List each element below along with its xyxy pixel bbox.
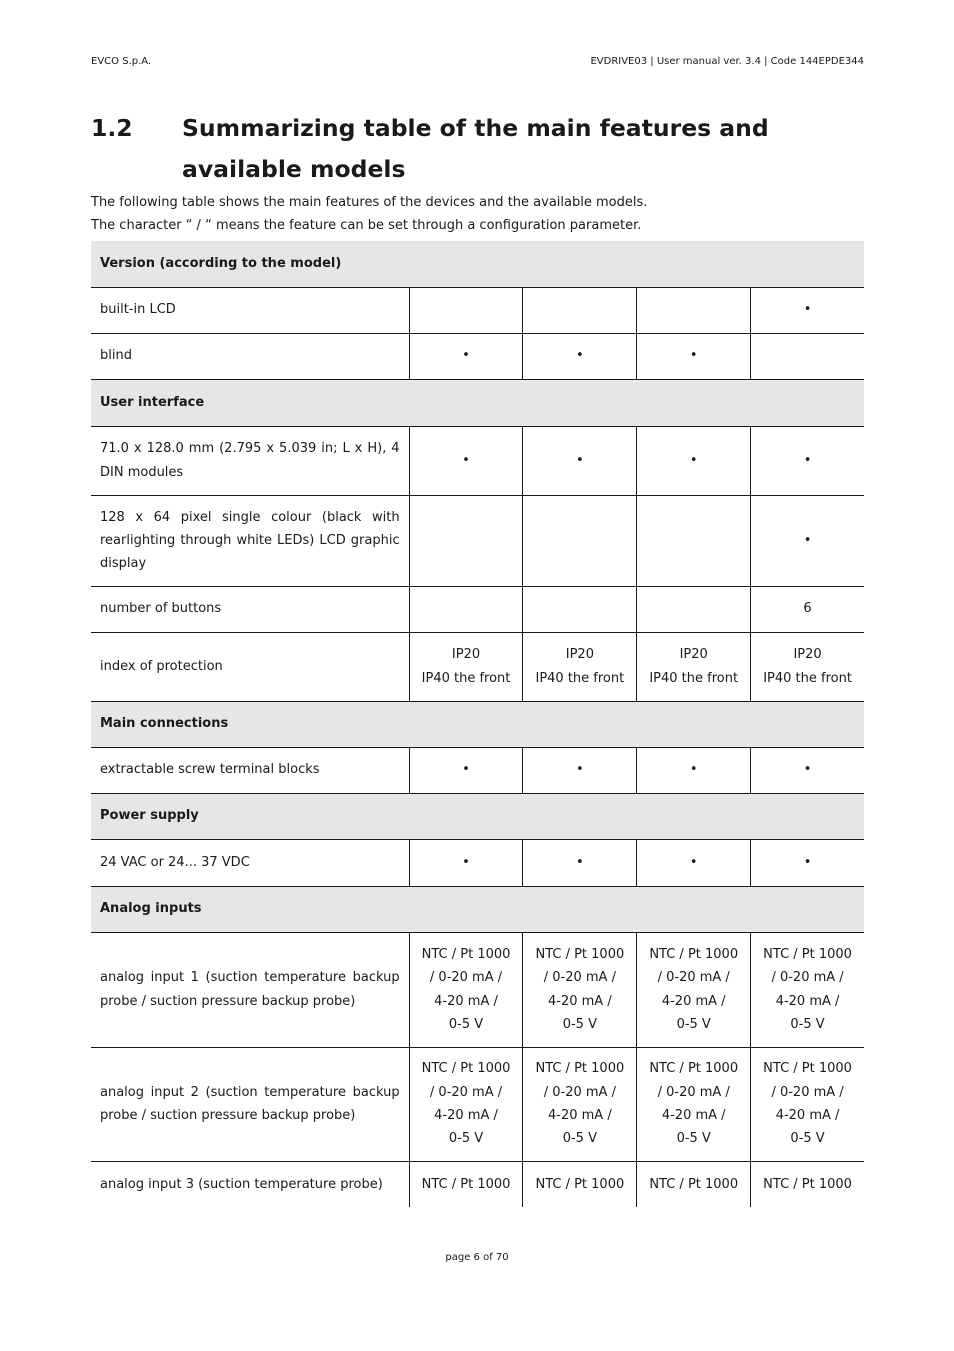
table-row (91, 333, 864, 379)
section-row (91, 701, 864, 747)
section-row (91, 379, 864, 426)
model-value-cell: 6 (751, 586, 864, 632)
intro-line-2: The character “ / “ means the feature can be set through a configuration parameter. (91, 218, 642, 233)
model-value-cell: • (637, 839, 751, 886)
feature-label: analog input 1 (suction temperature backup probe / suction pressure backup probe) (91, 932, 409, 1047)
feature-label: number of buttons (91, 586, 409, 632)
model-value-cell: • (751, 495, 864, 586)
model-value-cell: NTC / Pt 1000 (637, 1161, 751, 1207)
feature-label: blind (91, 333, 409, 379)
model-value-cell: • (751, 747, 864, 793)
model-value-cell: NTC / Pt 1000 / 0-20 mA / 4-20 mA / 0-5 V (523, 932, 637, 1047)
model-value-cell (409, 586, 523, 632)
model-value-cell: • (523, 426, 637, 495)
intro-line-1: The following table shows the main features of the devices and the available models. (91, 195, 648, 210)
section-title-cell: Main connections (91, 701, 864, 747)
model-value-cell (637, 495, 751, 586)
model-value-cell: • (409, 333, 523, 379)
model-value-cell: • (751, 287, 864, 333)
model-value-cell: • (637, 426, 751, 495)
feature-label: 128 x 64 pixel single colour (black with rearlighting through white LEDs) LCD graphic display (91, 495, 409, 586)
model-value-cell: NTC / Pt 1000 (523, 1161, 637, 1207)
model-value-cell: • (523, 333, 637, 379)
model-value-cell (637, 287, 751, 333)
model-value-cell: • (751, 839, 864, 886)
model-value-cell: IP20 IP40 the front (637, 632, 751, 701)
table-row (91, 932, 864, 1047)
section-row (91, 241, 864, 287)
feature-label: 24 VAC or 24... 37 VDC (91, 839, 409, 886)
feature-label: 71.0 x 128.0 mm (2.795 x 5.039 in; L x H), 4 DIN modules (91, 426, 409, 495)
model-value-cell: NTC / Pt 1000 / 0-20 mA / 4-20 mA / 0-5 V (409, 1047, 523, 1161)
model-value-cell: • (523, 839, 637, 886)
model-value-cell: • (409, 426, 523, 495)
model-value-cell: IP20 IP40 the front (751, 632, 864, 701)
section-row (91, 793, 864, 839)
feature-label: index of protection (91, 632, 409, 701)
feature-label: built-in LCD (91, 287, 409, 333)
header-company: EVCO S.p.A. (91, 56, 152, 67)
model-value-cell (751, 333, 864, 379)
model-value-cell: NTC / Pt 1000 / 0-20 mA / 4-20 mA / 0-5 V (637, 1047, 751, 1161)
model-value-cell: • (637, 333, 751, 379)
model-value-cell: NTC / Pt 1000 / 0-20 mA / 4-20 mA / 0-5 V (751, 932, 864, 1047)
section-title-cell: Power supply (91, 793, 864, 839)
model-value-cell: • (751, 426, 864, 495)
section-number: 1.2 (91, 114, 133, 142)
model-value-cell: NTC / Pt 1000 / 0-20 mA / 4-20 mA / 0-5 V (409, 932, 523, 1047)
model-value-cell: NTC / Pt 1000 (409, 1161, 523, 1207)
table-row (91, 287, 864, 333)
model-value-cell: NTC / Pt 1000 (751, 1161, 864, 1207)
model-value-cell: • (637, 747, 751, 793)
header-doc-info: EVDRIVE03 | User manual ver. 3.4 | Code 144EPDE344 (590, 56, 864, 67)
model-value-cell (637, 586, 751, 632)
model-value-cell: NTC / Pt 1000 / 0-20 mA / 4-20 mA / 0-5 V (751, 1047, 864, 1161)
model-value-cell (409, 495, 523, 586)
section-title-cell: User interface (91, 379, 864, 426)
model-value-cell: • (409, 747, 523, 793)
table-row (91, 426, 864, 495)
model-value-cell: NTC / Pt 1000 / 0-20 mA / 4-20 mA / 0-5 V (523, 1047, 637, 1161)
feature-label: analog input 2 (suction temperature backup probe / suction pressure backup probe) (91, 1047, 409, 1161)
table-row (91, 1047, 864, 1161)
model-value-cell (409, 287, 523, 333)
table-row (91, 586, 864, 632)
model-value-cell (523, 586, 637, 632)
model-value-cell (523, 287, 637, 333)
feature-label: extractable screw terminal blocks (91, 747, 409, 793)
table-row (91, 839, 864, 886)
section-title-cell: Analog inputs (91, 886, 864, 932)
model-value-cell: • (523, 747, 637, 793)
model-value-cell: NTC / Pt 1000 / 0-20 mA / 4-20 mA / 0-5 V (637, 932, 751, 1047)
section-title: Summarizing table of the main features and available models (182, 114, 769, 183)
model-value-cell (523, 495, 637, 586)
table-row (91, 632, 864, 701)
model-value-cell: IP20 IP40 the front (523, 632, 637, 701)
table-row (91, 747, 864, 793)
table-row (91, 1161, 864, 1207)
page-number: page 6 of 70 (445, 1252, 509, 1263)
features-table (91, 241, 864, 1207)
table-row (91, 495, 864, 586)
model-value-cell: IP20 IP40 the front (409, 632, 523, 701)
section-title-cell: Version (according to the model) (91, 241, 864, 287)
section-row (91, 886, 864, 932)
model-value-cell: • (409, 839, 523, 886)
feature-label: analog input 3 (suction temperature probe) (91, 1161, 409, 1207)
